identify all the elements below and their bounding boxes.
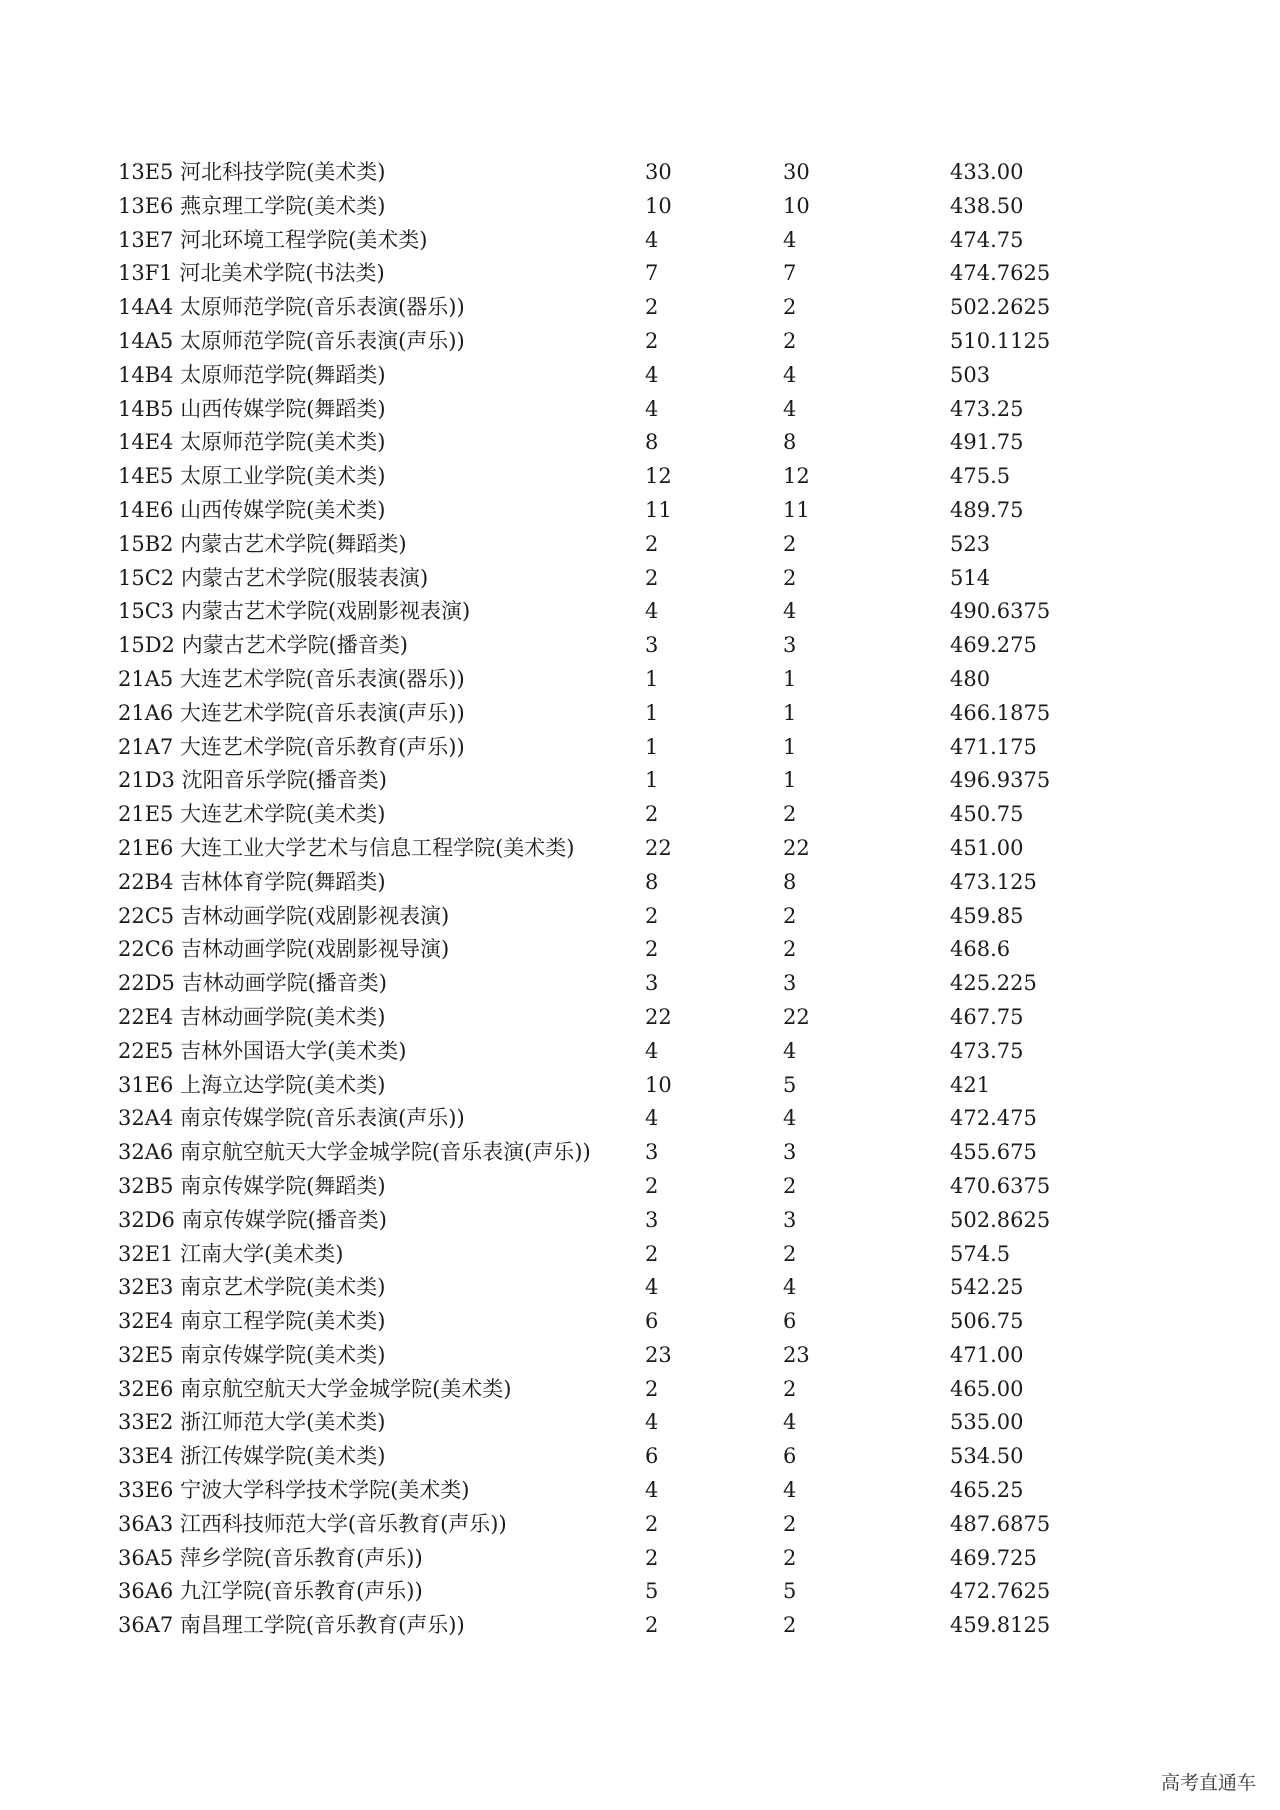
min-score-cell: 459.8125 — [950, 1613, 1051, 1638]
admitted-count-cell: 2 — [783, 565, 797, 590]
admitted-count-cell: 2 — [783, 1173, 797, 1198]
plan-count-cell: 2 — [645, 1511, 659, 1536]
school-major-cell: 22B4 吉林体育学院(舞蹈类) — [118, 869, 386, 894]
school-major-cell: 14B4 太原师范学院(舞蹈类) — [118, 362, 386, 387]
admitted-count-cell: 10 — [783, 193, 810, 218]
min-score-cell: 487.6875 — [950, 1511, 1051, 1536]
school-major-cell: 22D5 吉林动画学院(播音类) — [118, 971, 387, 996]
school-major-cell: 36A5 萍乡学院(音乐教育(声乐)) — [118, 1545, 423, 1570]
min-score-cell: 542.25 — [950, 1275, 1024, 1300]
plan-count-cell: 2 — [645, 565, 659, 590]
admitted-count-cell: 30 — [783, 160, 810, 184]
min-score-cell: 468.6 — [950, 937, 1011, 962]
min-score-cell: 473.125 — [950, 869, 1037, 894]
table-row — [0, 1575, 1280, 1609]
plan-count-cell: 23 — [645, 1342, 672, 1367]
plan-count-cell: 3 — [645, 1140, 659, 1165]
table-row — [0, 1305, 1280, 1339]
table-row — [0, 1102, 1280, 1136]
min-score-cell: 421 — [950, 1072, 991, 1097]
table-row — [0, 494, 1280, 528]
school-major-cell: 21A5 大连艺术学院(音乐表演(器乐)) — [118, 666, 465, 691]
table-row — [0, 1373, 1280, 1407]
admitted-count-cell: 1 — [783, 700, 797, 725]
min-score-cell: 467.75 — [950, 1004, 1024, 1029]
table-row — [0, 1339, 1280, 1373]
admitted-count-cell: 2 — [783, 937, 797, 962]
table-row — [0, 967, 1280, 1001]
school-major-cell: 21E5 大连艺术学院(美术类) — [118, 802, 386, 827]
plan-count-cell: 7 — [645, 261, 659, 286]
plan-count-cell: 2 — [645, 531, 659, 556]
admitted-count-cell: 4 — [783, 1478, 797, 1503]
table-row — [0, 393, 1280, 427]
min-score-cell: 502.8625 — [950, 1207, 1051, 1232]
min-score-cell: 470.6375 — [950, 1173, 1051, 1198]
admitted-count-cell: 2 — [783, 1545, 797, 1570]
table-row — [0, 156, 1280, 190]
min-score-cell: 474.7625 — [950, 261, 1051, 286]
school-major-cell: 32A4 南京传媒学院(音乐表演(声乐)) — [118, 1106, 465, 1131]
admitted-count-cell: 2 — [783, 903, 797, 928]
admission-table — [0, 156, 1280, 1643]
table-row — [0, 933, 1280, 967]
admitted-count-cell: 5 — [783, 1072, 797, 1097]
min-score-cell: 459.85 — [950, 903, 1024, 928]
school-major-cell: 22C5 吉林动画学院(戏剧影视表演) — [118, 903, 450, 928]
school-major-cell: 32B5 南京传媒学院(舞蹈类) — [118, 1173, 386, 1198]
admitted-count-cell: 3 — [783, 1207, 797, 1232]
table-row — [0, 697, 1280, 731]
min-score-cell: 469.275 — [950, 633, 1037, 658]
plan-count-cell: 6 — [645, 1444, 659, 1469]
table-row — [0, 1406, 1280, 1440]
school-major-cell: 32D6 南京传媒学院(播音类) — [118, 1207, 387, 1232]
admitted-count-cell: 23 — [783, 1342, 810, 1367]
plan-count-cell: 11 — [645, 497, 672, 522]
table-row — [0, 1271, 1280, 1305]
plan-count-cell: 6 — [645, 1309, 659, 1334]
admitted-count-cell: 4 — [783, 1410, 797, 1435]
school-major-cell: 31E6 上海立达学院(美术类) — [118, 1072, 386, 1097]
plan-count-cell: 30 — [645, 160, 672, 184]
min-score-cell: 465.00 — [950, 1376, 1024, 1401]
admitted-count-cell: 4 — [783, 1038, 797, 1063]
admitted-count-cell: 1 — [783, 666, 797, 691]
min-score-cell: 490.6375 — [950, 599, 1051, 624]
school-major-cell: 21E6 大连工业大学艺术与信息工程学院(美术类) — [118, 835, 575, 860]
school-major-cell: 13E6 燕京理工学院(美术类) — [118, 193, 386, 218]
school-major-cell: 21D3 沈阳音乐学院(播音类) — [118, 768, 387, 793]
table-row — [0, 562, 1280, 596]
school-major-cell: 13E5 河北科技学院(美术类) — [118, 160, 386, 184]
admitted-count-cell: 2 — [783, 328, 797, 353]
table-row — [0, 1204, 1280, 1238]
plan-count-cell: 8 — [645, 869, 659, 894]
table-row — [0, 731, 1280, 765]
plan-count-cell: 2 — [645, 1173, 659, 1198]
admitted-count-cell: 8 — [783, 869, 797, 894]
school-major-cell: 14E4 太原师范学院(美术类) — [118, 430, 386, 455]
admitted-count-cell: 22 — [783, 1004, 810, 1029]
min-score-cell: 502.2625 — [950, 295, 1051, 320]
plan-count-cell: 2 — [645, 295, 659, 320]
plan-count-cell: 2 — [645, 802, 659, 827]
school-major-cell: 32A6 南京航空航天大学金城学院(音乐表演(声乐)) — [118, 1140, 591, 1165]
min-score-cell: 473.25 — [950, 396, 1024, 421]
plan-count-cell: 4 — [645, 227, 659, 252]
table-row — [0, 595, 1280, 629]
min-score-cell: 480 — [950, 666, 991, 691]
school-major-cell: 13E7 河北环境工程学院(美术类) — [118, 227, 428, 252]
table-row — [0, 866, 1280, 900]
plan-count-cell: 2 — [645, 903, 659, 928]
plan-count-cell: 1 — [645, 734, 659, 759]
plan-count-cell: 1 — [645, 768, 659, 793]
min-score-cell: 496.9375 — [950, 768, 1051, 793]
table-row — [0, 798, 1280, 832]
admitted-count-cell: 2 — [783, 1613, 797, 1638]
min-score-cell: 491.75 — [950, 430, 1024, 455]
plan-count-cell: 2 — [645, 1545, 659, 1570]
admitted-count-cell: 2 — [783, 802, 797, 827]
plan-count-cell: 4 — [645, 1275, 659, 1300]
min-score-cell: 425.225 — [950, 971, 1037, 996]
min-score-cell: 466.1875 — [950, 700, 1051, 725]
table-row — [0, 1508, 1280, 1542]
admitted-count-cell: 6 — [783, 1309, 797, 1334]
admitted-count-cell: 2 — [783, 531, 797, 556]
table-row — [0, 224, 1280, 258]
school-major-cell: 32E5 南京传媒学院(美术类) — [118, 1342, 386, 1367]
admitted-count-cell: 1 — [783, 734, 797, 759]
table-row — [0, 1136, 1280, 1170]
plan-count-cell: 22 — [645, 1004, 672, 1029]
admitted-count-cell: 3 — [783, 633, 797, 658]
school-major-cell: 14E6 山西传媒学院(美术类) — [118, 497, 386, 522]
school-major-cell: 32E3 南京艺术学院(美术类) — [118, 1275, 386, 1300]
admitted-count-cell: 3 — [783, 971, 797, 996]
table-row — [0, 528, 1280, 562]
plan-count-cell: 2 — [645, 1241, 659, 1266]
school-major-cell: 33E4 浙江传媒学院(美术类) — [118, 1444, 386, 1469]
plan-count-cell: 3 — [645, 971, 659, 996]
plan-count-cell: 4 — [645, 1410, 659, 1435]
admitted-count-cell: 4 — [783, 1275, 797, 1300]
min-score-cell: 534.50 — [950, 1444, 1024, 1469]
watermark: 高考直通车 — [1160, 1772, 1256, 1794]
admitted-count-cell: 7 — [783, 261, 797, 286]
plan-count-cell: 22 — [645, 835, 672, 860]
school-major-cell: 32E4 南京工程学院(美术类) — [118, 1309, 386, 1334]
min-score-cell: 438.50 — [950, 193, 1024, 218]
school-major-cell: 32E6 南京航空航天大学金城学院(美术类) — [118, 1376, 512, 1401]
admitted-count-cell: 1 — [783, 768, 797, 793]
admitted-count-cell: 8 — [783, 430, 797, 455]
min-score-cell: 506.75 — [950, 1309, 1024, 1334]
school-major-cell: 14B5 山西传媒学院(舞蹈类) — [118, 396, 386, 421]
table-row — [0, 1069, 1280, 1103]
school-major-cell: 36A7 南昌理工学院(音乐教育(声乐)) — [118, 1613, 465, 1638]
plan-count-cell: 4 — [645, 396, 659, 421]
table-row — [0, 426, 1280, 460]
table-row — [0, 663, 1280, 697]
plan-count-cell: 5 — [645, 1579, 659, 1604]
school-major-cell: 15C2 内蒙古艺术学院(服装表演) — [118, 565, 429, 590]
plan-count-cell: 2 — [645, 1613, 659, 1638]
table-row — [0, 1001, 1280, 1035]
min-score-cell: 455.675 — [950, 1140, 1037, 1165]
school-major-cell: 33E2 浙江师范大学(美术类) — [118, 1410, 386, 1435]
table-row — [0, 764, 1280, 798]
table-row — [0, 629, 1280, 663]
plan-count-cell: 2 — [645, 328, 659, 353]
admitted-count-cell: 4 — [783, 1106, 797, 1131]
table-row — [0, 325, 1280, 359]
admitted-count-cell: 6 — [783, 1444, 797, 1469]
min-score-cell: 503 — [950, 362, 991, 387]
table-row — [0, 257, 1280, 291]
min-score-cell: 451.00 — [950, 835, 1024, 860]
admitted-count-cell: 12 — [783, 464, 810, 489]
min-score-cell: 473.75 — [950, 1038, 1024, 1063]
min-score-cell: 523 — [950, 531, 991, 556]
min-score-cell: 535.00 — [950, 1410, 1024, 1435]
plan-count-cell: 1 — [645, 666, 659, 691]
admitted-count-cell: 2 — [783, 295, 797, 320]
table-row — [0, 900, 1280, 934]
min-score-cell: 474.75 — [950, 227, 1024, 252]
table-row — [0, 1542, 1280, 1576]
table-row — [0, 1238, 1280, 1272]
min-score-cell: 475.5 — [950, 464, 1011, 489]
school-major-cell: 21A7 大连艺术学院(音乐教育(声乐)) — [118, 734, 465, 759]
school-major-cell: 21A6 大连艺术学院(音乐表演(声乐)) — [118, 700, 465, 725]
table-row — [0, 832, 1280, 866]
plan-count-cell: 3 — [645, 633, 659, 658]
school-major-cell: 33E6 宁波大学科学技术学院(美术类) — [118, 1478, 470, 1503]
table-row — [0, 291, 1280, 325]
table-row — [0, 1609, 1280, 1643]
plan-count-cell: 1 — [645, 700, 659, 725]
admitted-count-cell: 4 — [783, 227, 797, 252]
min-score-cell: 489.75 — [950, 497, 1024, 522]
admitted-count-cell: 3 — [783, 1140, 797, 1165]
min-score-cell: 472.475 — [950, 1106, 1037, 1131]
min-score-cell: 471.00 — [950, 1342, 1024, 1367]
plan-count-cell: 8 — [645, 430, 659, 455]
plan-count-cell: 10 — [645, 193, 672, 218]
admitted-count-cell: 2 — [783, 1241, 797, 1266]
min-score-cell: 450.75 — [950, 802, 1024, 827]
school-major-cell: 15C3 内蒙古艺术学院(戏剧影视表演) — [118, 599, 471, 624]
min-score-cell: 433.00 — [950, 160, 1024, 184]
min-score-cell: 469.725 — [950, 1545, 1037, 1570]
table-row — [0, 359, 1280, 393]
admitted-count-cell: 4 — [783, 362, 797, 387]
table-row — [0, 1440, 1280, 1474]
admitted-count-cell: 5 — [783, 1579, 797, 1604]
school-major-cell: 22C6 吉林动画学院(戏剧影视导演) — [118, 937, 450, 962]
school-major-cell: 22E4 吉林动画学院(美术类) — [118, 1004, 386, 1029]
min-score-cell: 514 — [950, 565, 991, 590]
plan-count-cell: 4 — [645, 362, 659, 387]
school-major-cell: 15B2 内蒙古艺术学院(舞蹈类) — [118, 531, 407, 556]
plan-count-cell: 4 — [645, 1038, 659, 1063]
min-score-cell: 465.25 — [950, 1478, 1024, 1503]
min-score-cell: 471.175 — [950, 734, 1037, 759]
table-row — [0, 1474, 1280, 1508]
admitted-count-cell: 22 — [783, 835, 810, 860]
admitted-count-cell: 4 — [783, 396, 797, 421]
school-major-cell: 14A4 太原师范学院(音乐表演(器乐)) — [118, 295, 465, 320]
school-major-cell: 13F1 河北美术学院(书法类) — [118, 261, 385, 286]
table-row — [0, 460, 1280, 494]
plan-count-cell: 4 — [645, 1106, 659, 1131]
plan-count-cell: 4 — [645, 1478, 659, 1503]
school-major-cell: 14A5 太原师范学院(音乐表演(声乐)) — [118, 328, 465, 353]
school-major-cell: 36A3 江西科技师范大学(音乐教育(声乐)) — [118, 1511, 507, 1536]
admitted-count-cell: 4 — [783, 599, 797, 624]
table-row — [0, 1035, 1280, 1069]
table-row — [0, 1170, 1280, 1204]
school-major-cell: 32E1 江南大学(美术类) — [118, 1241, 344, 1266]
plan-count-cell: 10 — [645, 1072, 672, 1097]
plan-count-cell: 12 — [645, 464, 672, 489]
school-major-cell: 14E5 太原工业学院(美术类) — [118, 464, 386, 489]
plan-count-cell: 4 — [645, 599, 659, 624]
school-major-cell: 15D2 内蒙古艺术学院(播音类) — [118, 633, 408, 658]
table-row — [0, 190, 1280, 224]
admitted-count-cell: 11 — [783, 497, 810, 522]
admitted-count-cell: 2 — [783, 1376, 797, 1401]
min-score-cell: 574.5 — [950, 1241, 1011, 1266]
plan-count-cell: 3 — [645, 1207, 659, 1232]
plan-count-cell: 2 — [645, 1376, 659, 1401]
school-major-cell: 36A6 九江学院(音乐教育(声乐)) — [118, 1579, 423, 1604]
min-score-cell: 510.1125 — [950, 328, 1051, 353]
min-score-cell: 472.7625 — [950, 1579, 1051, 1604]
admitted-count-cell: 2 — [783, 1511, 797, 1536]
plan-count-cell: 2 — [645, 937, 659, 962]
school-major-cell: 22E5 吉林外国语大学(美术类) — [118, 1038, 407, 1063]
